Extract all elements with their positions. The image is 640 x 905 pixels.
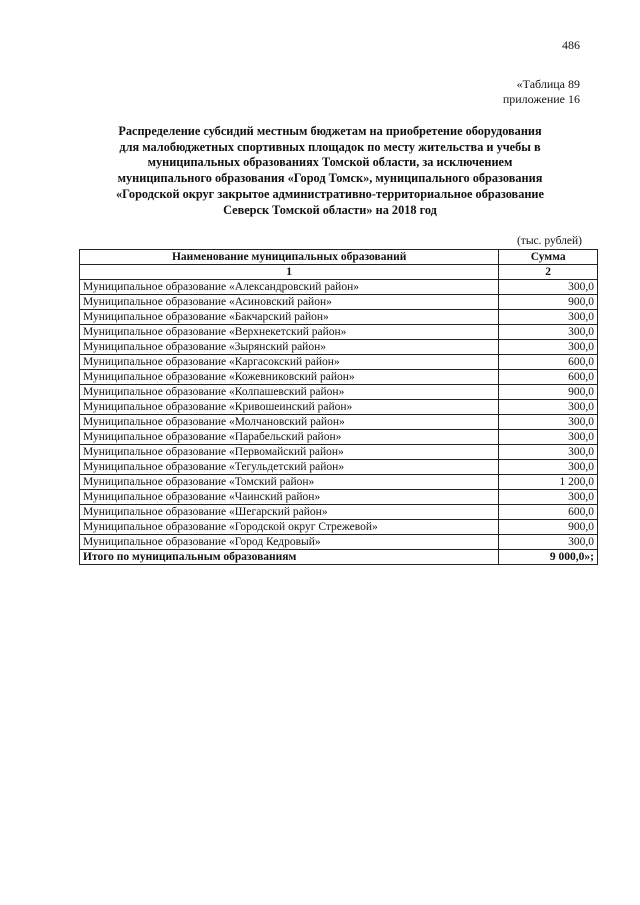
municipality-name: Муниципальное образование «Городской округ Стрежевой»: [80, 520, 499, 535]
subsidy-amount: 300,0: [499, 325, 598, 340]
total-sum: 9 000,0»;: [499, 550, 598, 565]
municipality-name: Муниципальное образование «Томский район»: [80, 475, 499, 490]
subsidy-amount: 900,0: [499, 295, 598, 310]
subsidy-amount: 900,0: [499, 520, 598, 535]
subsidy-amount: 300,0: [499, 310, 598, 325]
municipality-name: Муниципальное образование «Верхнекетский район»: [80, 325, 499, 340]
municipality-name: Муниципальное образование «Кривошеинский район»: [80, 400, 499, 415]
table-row: [80, 445, 598, 460]
table-row: [80, 520, 598, 535]
table-reference-number: «Таблица 89: [516, 77, 580, 91]
appendix-reference: приложение 16: [502, 92, 580, 106]
municipality-name: Муниципальное образование «Асиновский район»: [80, 295, 499, 310]
table-row: [80, 415, 598, 430]
table-row: [80, 295, 598, 310]
table-row: [80, 340, 598, 355]
title-line: Северск Томской области» на 2018 год: [223, 202, 437, 217]
municipality-name: Муниципальное образование «Шегарский район»: [80, 505, 499, 520]
municipality-name: Муниципальное образование «Колпашевский район»: [80, 385, 499, 400]
subsidy-amount: 300,0: [499, 445, 598, 460]
page-number: 486: [562, 38, 580, 52]
subsidy-amount: 300,0: [499, 280, 598, 295]
subsidy-amount: 600,0: [499, 370, 598, 385]
title-line: для малобюджетных спортивных площадок по месту жительства и учебы в: [119, 139, 541, 154]
subsidy-amount: 300,0: [499, 535, 598, 550]
column-number-row: [80, 265, 598, 280]
municipality-name: Муниципальное образование «Город Кедровый»: [80, 535, 499, 550]
table-row: [80, 355, 598, 370]
column-number-sum: 2: [499, 265, 598, 280]
title-line: муниципального образования «Город Томск», муниципального образования: [117, 171, 543, 186]
subsidy-amount: 300,0: [499, 460, 598, 475]
table-row: [80, 475, 598, 490]
subsidy-amount: 300,0: [499, 340, 598, 355]
column-header-sum: Сумма: [499, 250, 598, 265]
subsidy-amount: 300,0: [499, 490, 598, 505]
municipality-name: Муниципальное образование «Чаинский район»: [80, 490, 499, 505]
table-row: [80, 430, 598, 445]
subsidy-amount: 300,0: [499, 415, 598, 430]
table-row: [80, 310, 598, 325]
municipality-name: Муниципальное образование «Первомайский район»: [80, 445, 499, 460]
municipality-name: Муниципальное образование «Молчановский район»: [80, 415, 499, 430]
municipality-name: Муниципальное образование «Зырянский район»: [80, 340, 499, 355]
table-reference: [503, 77, 580, 107]
subsidy-amount: 900,0: [499, 385, 598, 400]
table-row: [80, 505, 598, 520]
title-line: муниципальных образованиях Томской области, за исключением: [147, 155, 513, 170]
table-row: [80, 535, 598, 550]
subsidy-amount: 600,0: [499, 355, 598, 370]
title-line: «Городской округ закрытое административно-территориальное образование: [116, 186, 544, 201]
municipality-name: Муниципальное образование «Бакчарский район»: [80, 310, 499, 325]
subsidy-amount: 600,0: [499, 505, 598, 520]
subsidy-amount: 1 200,0: [499, 475, 598, 490]
total-label: Итого по муниципальным образованиям: [80, 550, 499, 565]
table-body: [80, 280, 598, 550]
column-header-name: Наименование муниципальных образований: [80, 250, 499, 265]
subsidy-amount: 300,0: [499, 400, 598, 415]
title-line: Распределение субсидий местным бюджетам на приобретение оборудования: [118, 124, 542, 138]
subsidy-table: [79, 249, 598, 565]
total-row: [80, 550, 598, 565]
table-row: [80, 370, 598, 385]
table-row: [80, 325, 598, 340]
municipality-name: Муниципальное образование «Александровский район»: [80, 280, 499, 295]
column-number-name: 1: [80, 265, 499, 280]
municipality-name: Муниципальное образование «Тегульдетский район»: [80, 460, 499, 475]
municipality-name: Муниципальное образование «Кожевниковский район»: [80, 370, 499, 385]
table-header-row: [80, 250, 598, 265]
units-label: (тыс. рублей): [516, 235, 582, 247]
table-row: [80, 490, 598, 505]
document-title: [70, 124, 590, 218]
municipality-name: Муниципальное образование «Каргасокский район»: [80, 355, 499, 370]
table-row: [80, 280, 598, 295]
municipality-name: Муниципальное образование «Парабельский район»: [80, 430, 499, 445]
table-row: [80, 385, 598, 400]
table-row: [80, 460, 598, 475]
table-row: [80, 400, 598, 415]
subsidy-amount: 300,0: [499, 430, 598, 445]
